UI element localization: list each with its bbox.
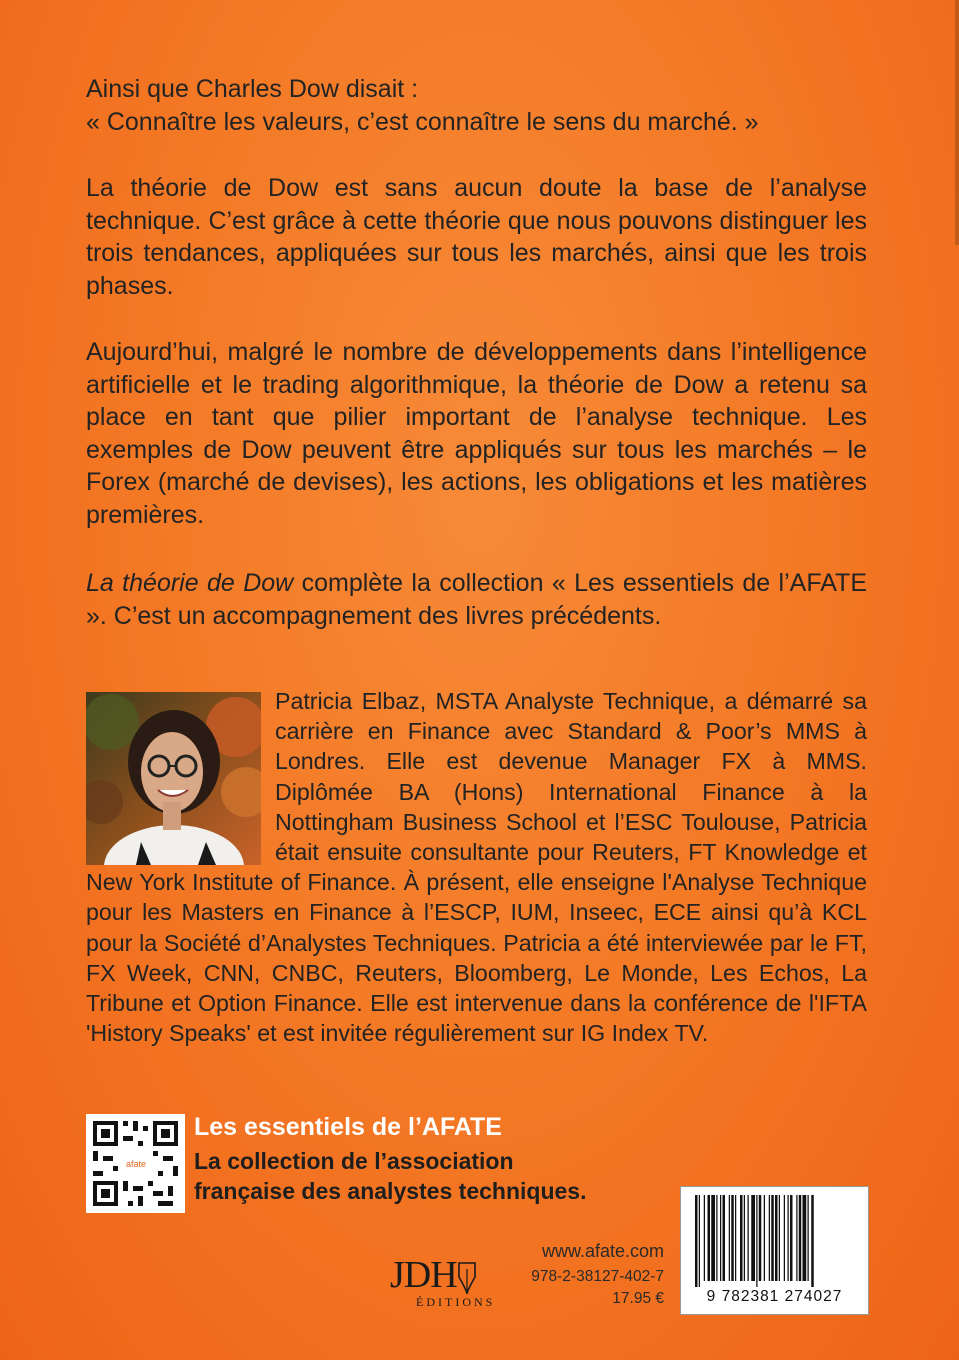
pen-nib-icon [456,1261,478,1295]
author-bio [86,686,867,1048]
theory-paragraph: La théorie de Dow est sans aucun doute la base de l’analyse technique. C’est grâce à cette théorie que nous pouvons distinguer les trois tendances, appliquées sur tous les marchés, ainsi que les trois phases. [86,174,867,300]
collection-subtitle [194,1146,654,1206]
barcode-bars [681,1191,868,1291]
isbn: 978-2-38127-402-7 [531,1268,664,1285]
photo-spacer [86,686,275,866]
page-edge-shadow [955,0,959,245]
collection-paragraph-rest: complète la collection « Les essentiels de l’AFATE ». C’est un accompagnement des livres précédents. [86,569,868,630]
isbn-barcode [680,1186,869,1315]
intro-line-2: « Connaître les valeurs, c’est connaître le sens du marché. » [86,107,759,136]
intro-line-1: Ainsi que Charles Dow disait : [86,75,419,103]
today-paragraph: Aujourd’hui, malgré le nombre de développements dans l’intelligence artificielle et le trading algorithmique, la théorie de Dow a retenu sa place en tant que pilier important de l’analyse technique. Les exemples de Dow peuvent être appliqués sur tous les marchés – le Forex (marché de devises), les actions, les obligations et les matières premières. [86,338,867,529]
author-bio-text: Patricia Elbaz, MSTA Analyste Technique, a démarré sa carrière en Finance avec Standard & Poor’s MMS à Londres. Elle est devenue Manager FX à MMS. Diplômée BA (Hons) International Finance à la Nottingham Business School et l’ESC Toulouse, Patricia était ensuite consultante pour Reuters, FT Knowledge et New York Institute of Finance. À présent, elle enseigne l'Analyse Technique pour les Masters en Finance à l’ESCP, IUM, Inseec, ECE ainsi qu’à KCL pour la Société d’Analystes Techniques. Patricia a été interviewée par le FT, FX Week, CNN, CNBC, Reuters, Bloomberg, Le Monde, Les Echos, La Tribune et Option Finance. Elle est intervenue dans la conférence de l'IFTA 'History Speaks' et est invitée régulièrement sur IG Index TV. [86,688,867,1047]
barcode-digits [681,1288,868,1306]
book-title: La théorie de Dow [86,569,294,597]
barcode-digits-text: 9 782381 274027 [706,1288,843,1305]
qr-logo-text: afate [125,1159,147,1169]
price: 17.95 € [612,1290,664,1307]
publisher-logo-main: JDH [390,1254,457,1296]
collection-subtitle-line-2: française des analystes techniques. [194,1178,587,1204]
website-link[interactable]: www.afate.com [541,1241,664,1261]
collection-paragraph [86,567,867,632]
collection-title: Les essentiels de l’AFATE [194,1113,502,1141]
qr-code[interactable] [86,1114,185,1213]
publisher-logo [390,1255,514,1313]
collection-subtitle-line-1: La collection de l’association [194,1148,514,1174]
publisher-logo-sub: ÉDITIONS [416,1295,496,1309]
intro-quote [86,73,867,138]
